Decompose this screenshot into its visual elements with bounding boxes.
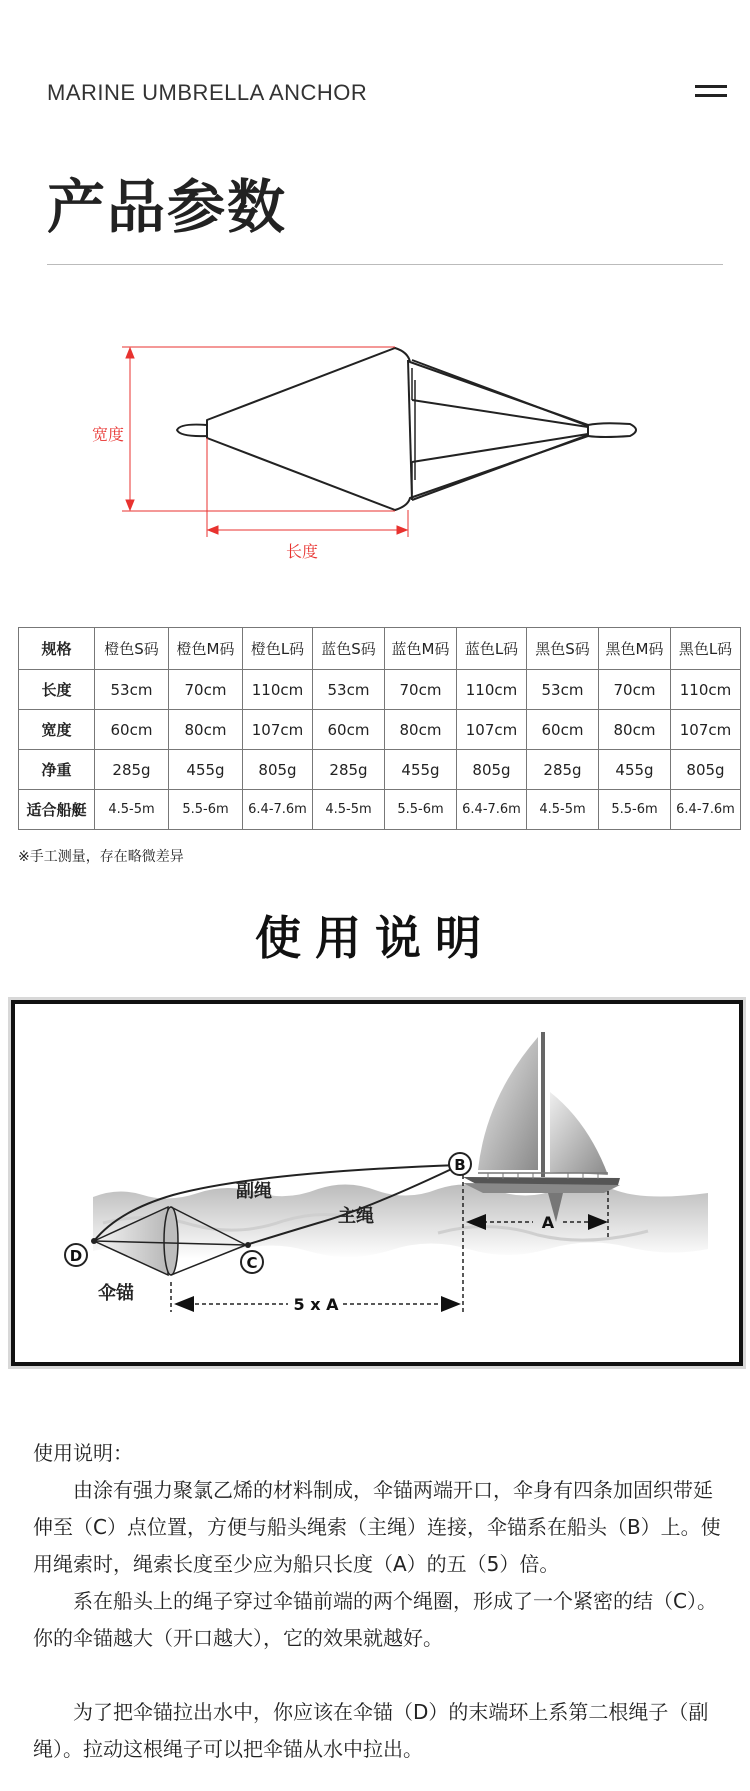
anchor-canopy [207, 348, 406, 510]
table-cell: 455g [599, 750, 671, 790]
table-header-cell: 黑色S码 [527, 628, 599, 670]
measurement-note: ※手工测量，存在略微差异 [18, 849, 184, 865]
table-cell: 805g [671, 750, 741, 790]
table-cell: 107cm [671, 710, 741, 750]
brand-title: MARINE UMBRELLA ANCHOR [47, 80, 368, 105]
table-cell: 805g [457, 750, 527, 790]
spec-table [18, 627, 741, 830]
table-row-weight [19, 750, 741, 790]
length-a-label: A [541, 1213, 555, 1232]
table-cell: 60cm [313, 710, 385, 750]
table-header-cell: 黑色M码 [599, 628, 671, 670]
table-cell: 110cm [671, 670, 741, 710]
table-cell: 4.5-5m [527, 790, 599, 830]
width-label: 宽度 [92, 425, 125, 444]
table-cell: 5.5-6m [385, 790, 457, 830]
table-cell: 285g [313, 750, 385, 790]
hamburger-menu-icon[interactable] [695, 84, 727, 102]
table-header-cell: 橙色M码 [169, 628, 243, 670]
instructions-paragraph-3: 为了把伞锚拉出水中，你应该在伞锚（D）的末端环上系第二根绳子（副绳）。拉动这根绳子可以把伞锚从水中拉出。 [33, 1700, 709, 1761]
usage-diagram [8, 997, 746, 1369]
secondary-rope-label: 副绳 [236, 1181, 272, 1202]
table-row-length [19, 670, 741, 710]
table-cell: 60cm [527, 710, 599, 750]
instructions [33, 1435, 723, 1768]
row-label: 净重 [19, 750, 95, 790]
table-cell: 53cm [527, 670, 599, 710]
table-cell: 60cm [95, 710, 169, 750]
section-title-specs: 产品参数 [47, 173, 288, 241]
anchor-tail [588, 423, 636, 437]
table-cell: 5.5-6m [599, 790, 671, 830]
table-cell: 455g [169, 750, 243, 790]
table-cell: 70cm [599, 670, 671, 710]
table-cell: 4.5-5m [313, 790, 385, 830]
table-cell: 285g [527, 750, 599, 790]
table-header-cell: 橙色S码 [95, 628, 169, 670]
table-header-cell: 蓝色M码 [385, 628, 457, 670]
table-header-cell: 蓝色L码 [457, 628, 527, 670]
instructions-paragraph-2: 系在船头上的绳子穿过伞锚前端的两个绳圈，形成了一个紧密的结（C）。你的伞锚越大（开口越大），它的效果就越好。 [33, 1589, 717, 1650]
table-cell: 110cm [243, 670, 313, 710]
table-cell: 70cm [169, 670, 243, 710]
length-5a-label: 5 x A [293, 1295, 339, 1314]
table-cell: 805g [243, 750, 313, 790]
table-header-cell: 黑色L码 [671, 628, 741, 670]
table-cell: 5.5-6m [169, 790, 243, 830]
table-header-row [19, 628, 741, 670]
table-cell: 455g [385, 750, 457, 790]
table-cell: 107cm [457, 710, 527, 750]
table-cell: 53cm [313, 670, 385, 710]
table-header-cell: 蓝色S码 [313, 628, 385, 670]
table-header-label: 规格 [19, 628, 95, 670]
table-cell: 6.4-7.6m [457, 790, 527, 830]
anchor-dimension-diagram [90, 340, 670, 561]
row-label: 适合船艇 [19, 790, 95, 830]
table-cell: 70cm [385, 670, 457, 710]
table-cell: 80cm [599, 710, 671, 750]
table-row-boat-size [19, 790, 741, 830]
table-cell: 80cm [385, 710, 457, 750]
table-cell: 53cm [95, 670, 169, 710]
instructions-paragraph-1: 由涂有强力聚氯乙烯的材料制成，伞锚两端开口，伞身有四条加固织带延伸至（C）点位置，方便与船头绳索（主绳）连接，伞锚系在船头（B）上。使用绳索时，绳索长度至少应为船只长度（A）的五（5）倍。 [33, 1478, 721, 1576]
point-b-label: B [454, 1156, 466, 1174]
anchor-label: 伞锚 [98, 1283, 134, 1304]
header [47, 78, 727, 108]
table-cell: 80cm [169, 710, 243, 750]
table-cell: 4.5-5m [95, 790, 169, 830]
anchor-straps [395, 348, 588, 510]
section-title-usage: 使用说明 [255, 911, 495, 965]
table-cell: 6.4-7.6m [671, 790, 741, 830]
point-d-label: D [69, 1247, 83, 1265]
table-cell: 285g [95, 750, 169, 790]
table-header-cell: 橙色L码 [243, 628, 313, 670]
divider [47, 264, 723, 265]
point-c-label: C [246, 1254, 258, 1272]
anchor-opening [164, 1207, 178, 1275]
row-label: 宽度 [19, 710, 95, 750]
instructions-heading: 使用说明： [33, 1441, 133, 1465]
anchor-front-tip [177, 425, 207, 437]
table-cell: 6.4-7.6m [243, 790, 313, 830]
length-label: 长度 [286, 542, 319, 561]
main-rope-label: 主绳 [338, 1206, 374, 1227]
row-label: 长度 [19, 670, 95, 710]
table-row-width [19, 710, 741, 750]
table-cell: 107cm [243, 710, 313, 750]
table-cell: 110cm [457, 670, 527, 710]
